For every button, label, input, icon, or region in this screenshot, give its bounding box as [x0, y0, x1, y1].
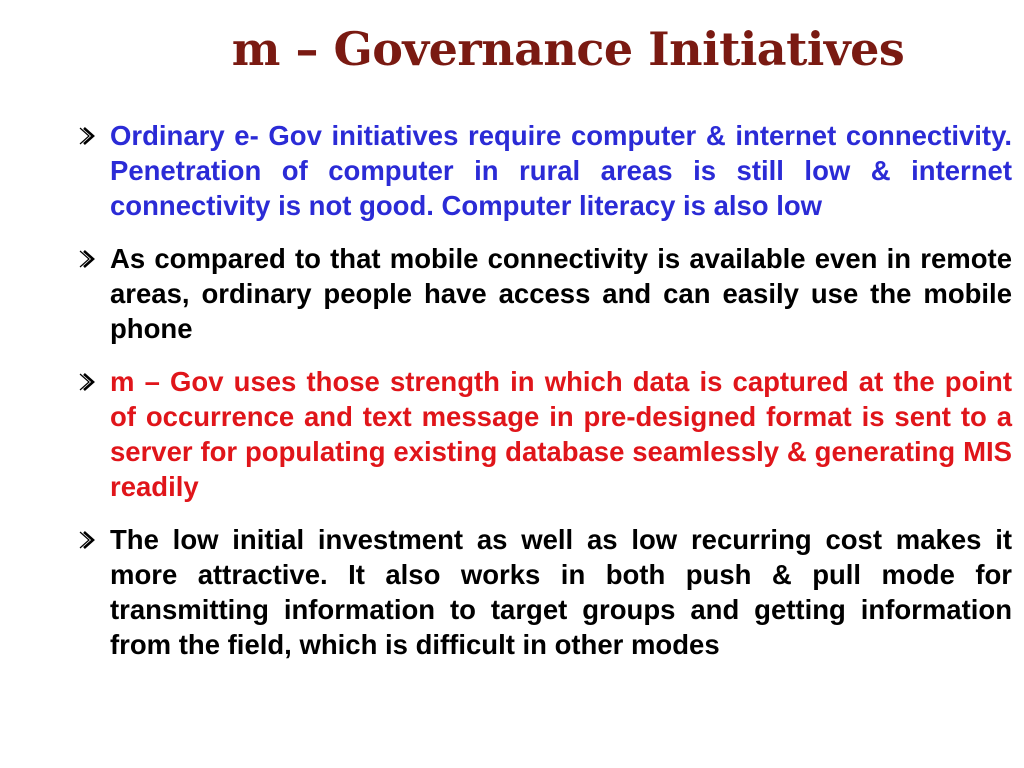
bullet-text: Ordinary e- Gov initiatives require computer & internet connectivity. Penetration of computer in rural areas is still low & internet connectivity is not good. Computer literacy is also low	[110, 120, 1012, 221]
arrow-bullet-icon	[78, 529, 100, 551]
bullet-item	[78, 364, 1012, 504]
bullet-text: The low initial investment as well as low recurring cost makes it more attractive. It also works in both push & pull mode for transmitting information to target groups and getting information from the field, which is difficult in other modes	[110, 524, 1012, 660]
bullet-item	[78, 118, 1012, 223]
arrow-bullet-icon	[78, 371, 100, 393]
arrow-bullet-icon	[78, 125, 100, 147]
bullet-item	[78, 241, 1012, 346]
slide-title: m – Governance Initiatives	[231, 22, 905, 76]
arrow-bullet-icon	[78, 248, 100, 270]
bullet-text: m – Gov uses those strength in which data is captured at the point of occurrence and text message in pre-designed format is sent to a server for populating existing database seamlessly & generating MIS readily	[110, 366, 1012, 502]
bullet-text: As compared to that mobile connectivity is available even in remote areas, ordinary people have access and can easily use the mobile phone	[110, 243, 1012, 344]
bullet-item	[78, 522, 1012, 662]
bullet-list	[78, 118, 1012, 680]
